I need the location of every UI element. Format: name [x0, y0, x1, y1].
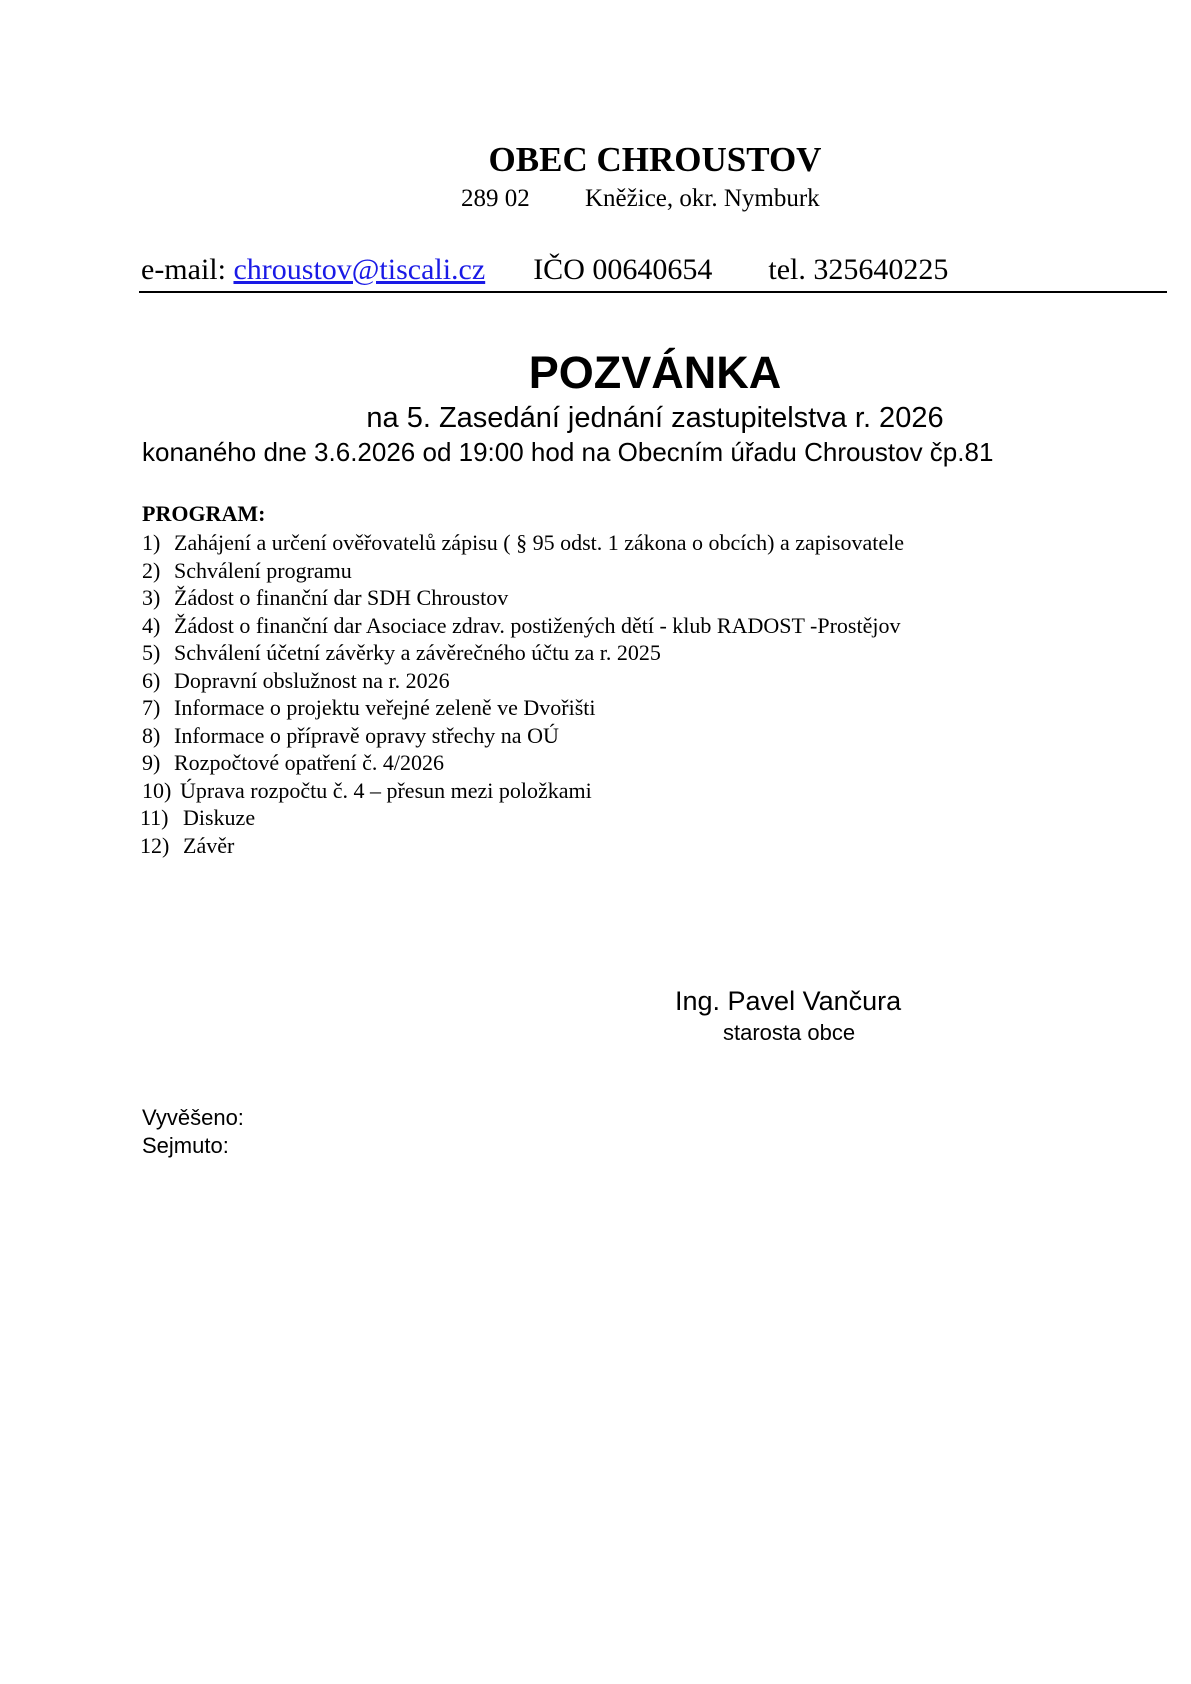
list-item [142, 584, 904, 612]
item-number: 6) [142, 667, 161, 693]
list-item [142, 639, 904, 667]
item-number: 11) [140, 805, 169, 830]
header-divider [139, 291, 1167, 293]
list-item [142, 612, 904, 640]
signer-role: starosta obce [723, 1020, 856, 1045]
item-number: 12) [140, 832, 170, 858]
item-number: 2) [142, 557, 161, 583]
item-text: Žádost o finanční dar Asociace zdrav. postižených dětí - klub RADOST -Prostějov [174, 612, 901, 638]
item-number: 4) [142, 612, 161, 638]
list-item [142, 777, 904, 805]
list-item [142, 529, 904, 557]
phone-number: tel. 325640225 [768, 253, 949, 286]
item-text: Žádost o finanční dar SDH Chroustov [174, 585, 509, 610]
posted-label: Vyvěšeno: [142, 1105, 244, 1130]
postal-address [461, 184, 820, 214]
contact-line [141, 252, 948, 288]
list-item [142, 722, 904, 750]
item-text: Diskuze [183, 805, 256, 830]
email-label: e-mail: [141, 253, 226, 286]
item-text: Informace o projektu veřejné zeleně ve Dvořišti [174, 695, 596, 720]
item-text: Závěr [183, 832, 235, 858]
item-number: 1) [142, 530, 161, 555]
item-number: 9) [142, 750, 161, 775]
email-link[interactable]: chroustov@tiscali.cz [233, 253, 486, 286]
item-number: 3) [142, 585, 161, 610]
item-text: Informace o přípravě opravy střechy na OÚ [174, 722, 559, 748]
signer-name: Ing. Pavel Vančura [675, 986, 902, 1016]
meeting-details: konaného dne 3.6.2026 od 19:00 hod na Obecním úřadu Chroustov čp.81 [142, 437, 994, 467]
item-text: Schválení účetní závěrky a závěrečného účtu za r. 2025 [174, 640, 661, 665]
list-item [142, 749, 904, 777]
item-number: 7) [142, 695, 161, 720]
zip-code: 289 02 [461, 185, 530, 212]
item-number: 8) [142, 722, 161, 748]
removed-label: Sejmuto: [142, 1133, 229, 1158]
item-text: Rozpočtové opatření č. 4/2026 [174, 750, 445, 775]
item-text: Úprava rozpočtu č. 4 – přesun mezi položkami [180, 777, 592, 803]
list-item [142, 667, 904, 695]
item-number: 10) [142, 777, 172, 803]
address-text: Kněžice, okr. Nymburk [585, 185, 820, 212]
list-item [140, 832, 904, 860]
page-title: POZVÁNKA [528, 347, 782, 398]
item-text: Zahájení a určení ověřovatelů zápisu ( § 95 odst. 1 zákona o obcích) a zapisovatele [174, 530, 904, 555]
ico-number: IČO 00640654 [533, 253, 713, 286]
item-number: 5) [142, 640, 161, 665]
program-heading: PROGRAM: [142, 501, 266, 526]
organization-name: OBEC CHROUSTOV [488, 140, 822, 179]
item-text: Dopravní obslužnost na r. 2026 [174, 667, 450, 693]
list-item [142, 694, 904, 722]
program-list [142, 529, 904, 859]
list-item [140, 804, 904, 832]
meeting-subtitle: na 5. Zasedání jednání zastupitelstva r. 2026 [366, 402, 944, 434]
item-text: Schválení programu [174, 557, 352, 583]
list-item [142, 557, 904, 585]
